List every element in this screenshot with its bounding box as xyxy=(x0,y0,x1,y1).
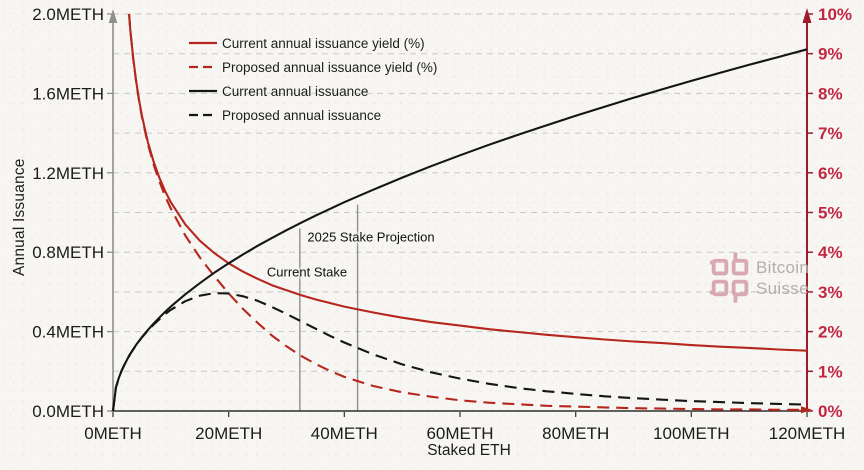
x-tick-label: 100METH xyxy=(653,424,730,443)
right-tick-label: 1% xyxy=(818,362,843,382)
left-tick-label: 2.0METH xyxy=(32,5,104,24)
watermark-text xyxy=(756,257,809,299)
bitcoin-suisse-logo-icon xyxy=(710,252,750,304)
right-tick-label: 8% xyxy=(818,84,843,104)
right-tick-label: 5% xyxy=(818,203,843,223)
legend-line-icon xyxy=(188,88,218,94)
proposed-issuance-curve xyxy=(113,293,807,411)
legend-dashed-line-icon xyxy=(188,112,218,118)
legend-item xyxy=(188,31,437,55)
x-tick-label: 0METH xyxy=(84,424,142,443)
x-axis-title: Staked ETH xyxy=(427,442,511,459)
right-axis-arrow-icon xyxy=(803,8,812,23)
right-tick-label: 2% xyxy=(818,322,843,342)
watermark-line1: Bitcoin xyxy=(756,258,810,277)
legend-label: Current annual issuance yield (%) xyxy=(222,35,425,51)
legend-label: Proposed annual issuance xyxy=(222,107,382,123)
x-tick-label: 40METH xyxy=(310,424,378,443)
left-axis-title: Annual Issuance xyxy=(11,158,28,277)
legend-label: Current annual issuance xyxy=(222,83,369,99)
legend-line-icon xyxy=(188,40,218,46)
left-tick-label: 0.4METH xyxy=(32,322,104,342)
right-tick-label: 0% xyxy=(818,402,843,421)
legend-item xyxy=(188,79,437,103)
x-tick-label: 80METH xyxy=(542,424,610,443)
annotation-current-stake: Current Stake xyxy=(266,264,348,280)
right-tick-label: 6% xyxy=(818,163,843,183)
left-tick-label: 0.0METH xyxy=(32,402,104,421)
left-tick-label: 1.2METH xyxy=(32,163,104,183)
left-tick-label: 1.6METH xyxy=(32,84,104,104)
x-tick-label: 60METH xyxy=(426,424,494,443)
left-axis-arrow-icon xyxy=(109,9,118,23)
right-tick-label: 7% xyxy=(818,124,843,144)
x-tick-label: 120METH xyxy=(768,424,846,443)
legend xyxy=(188,31,437,127)
right-tick-label: 3% xyxy=(818,282,843,302)
watermark xyxy=(710,252,809,304)
legend-label: Proposed annual issuance yield (%) xyxy=(222,59,438,75)
legend-dashed-line-icon xyxy=(188,64,218,70)
annotation-2025-stake-projection: 2025 Stake Projection xyxy=(307,229,435,245)
right-tick-label: 9% xyxy=(818,44,843,64)
right-tick-label: 10% xyxy=(818,5,853,24)
right-tick-label: 4% xyxy=(818,243,843,263)
x-tick-label: 20METH xyxy=(195,424,263,443)
legend-item xyxy=(188,103,437,127)
legend-item xyxy=(188,55,437,79)
watermark-line2: Suisse xyxy=(756,279,809,298)
left-tick-label: 0.8METH xyxy=(32,243,104,263)
